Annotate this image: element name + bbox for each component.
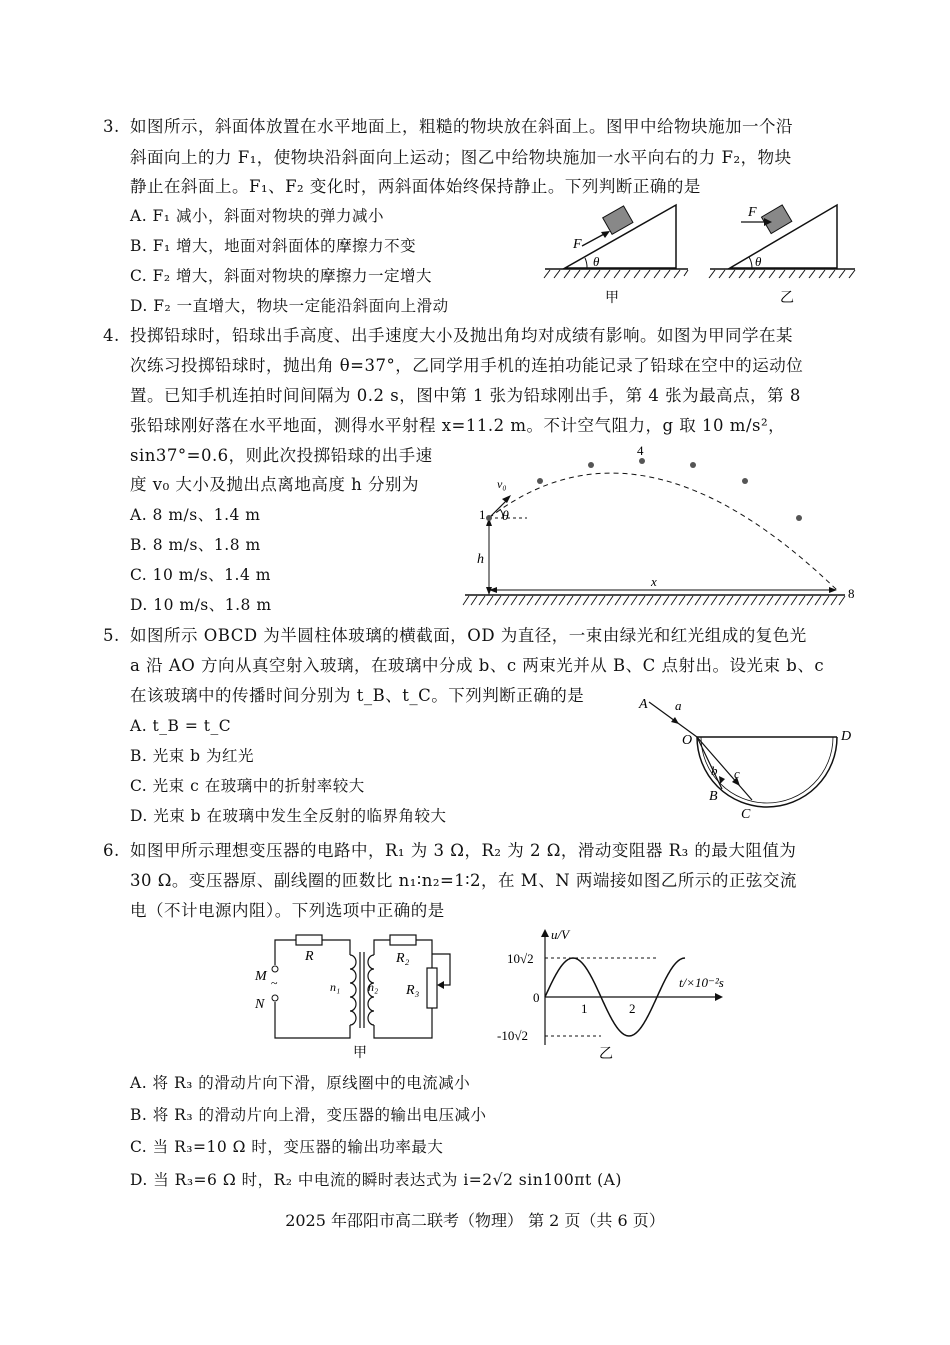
stem-line: 30 Ω。变压器原、副线圈的匝数比 n₁∶n₂=1∶2，在 M、N 两端接如图乙所示的正弦交流 <box>130 871 797 890</box>
option-a[interactable]: A. 将 R₃ 的滑动片向下滑，原线圈中的电流减小 <box>130 1074 471 1092</box>
svg-text:~: ~ <box>271 976 278 990</box>
semicircle-glass-figure <box>635 690 865 825</box>
figure-caption: 乙 <box>780 291 794 306</box>
voltage-sine-graph <box>495 925 770 1065</box>
coil-n1-label: n₁ <box>330 980 341 994</box>
angle-label: θ <box>593 254 600 269</box>
page-footer: 2025 年邵阳市高二联考（物理） 第 2 页（共 6 页） <box>285 1211 665 1230</box>
question-number: 4. <box>103 326 120 345</box>
ball-position <box>690 462 696 468</box>
origin-label: 0 <box>533 990 540 1005</box>
option-c[interactable]: C. F₂ 增大，斜面对物块的摩擦力一定增大 <box>130 267 433 285</box>
option-a[interactable]: A. F₁ 减小，斜面对物块的弹力减小 <box>130 207 384 225</box>
stem-line: 在该玻璃中的传播时间分别为 t_B、t_C。下列判断正确的是 <box>130 686 585 705</box>
projectile-figure <box>465 440 865 615</box>
terminal-M: M <box>255 969 267 984</box>
point-label-B: B <box>709 789 718 804</box>
tick-label-2: 2 <box>629 1001 636 1016</box>
ball-position <box>796 515 802 521</box>
option-d[interactable]: D. 10 m/s、1.8 m <box>130 596 272 614</box>
stem-line: 电（不计电源内阻）。下列选项中正确的是 <box>130 901 445 920</box>
stem-line: 次练习投掷铅球时，抛出角 θ=37°，乙同学用手机的连拍功能记录了铅球在空中的运动位 <box>130 356 804 375</box>
ball-position <box>639 458 645 464</box>
height-label: h <box>477 552 484 567</box>
incline-figure-b <box>705 200 860 310</box>
point-label-O: O <box>682 733 693 748</box>
stem-line: 度 v₀ 大小及抛出点离地高度 h 分别为 <box>130 475 420 494</box>
stem-line: 如图甲所示理想变压器的电路中，R₁ 为 3 Ω，R₂ 为 2 Ω，滑动变阻器 R₃ 的最大阻值为 <box>130 841 797 860</box>
question-number: 5. <box>103 626 120 645</box>
velocity-label: v₀ <box>497 477 507 491</box>
option-d[interactable]: D. 光束 b 在玻璃中发生全反射的临界角较大 <box>130 807 447 825</box>
angle-label: θ <box>502 509 509 524</box>
beam-label-b: b <box>711 763 718 778</box>
point-label-D: D <box>841 729 852 744</box>
point-label-A: A <box>639 697 648 712</box>
range-label: x <box>651 574 657 589</box>
stem-line: 投掷铅球时，铅球出手高度、出手速度大小及抛出角均对成绩有影响。如图为甲同学在某 <box>130 326 793 345</box>
option-c[interactable]: C. 光束 c 在玻璃中的折射率较大 <box>130 777 365 795</box>
beam-label-c: c <box>734 766 740 781</box>
incline-figure-a <box>540 200 690 310</box>
option-b[interactable]: B. 8 m/s、1.8 m <box>130 536 261 554</box>
ball-position <box>742 478 748 484</box>
angle-label: θ <box>755 254 762 269</box>
figure-caption: 甲 <box>605 291 619 306</box>
option-b[interactable]: B. 将 R₃ 的滑动片向上滑，变压器的输出电压减小 <box>130 1106 487 1124</box>
resistor-R3-label: R₃ <box>406 983 420 998</box>
y-axis-label: u/V <box>551 927 570 942</box>
option-b[interactable]: B. 光束 b 为红光 <box>130 747 255 765</box>
force-label: F <box>748 205 757 220</box>
option-a[interactable]: A. t_B = t_C <box>130 717 232 735</box>
stem-line: 如图所示，斜面体放置在水平地面上，粗糙的物块放在斜面上。图甲中给物块施加一个沿 <box>130 117 793 136</box>
ball-position <box>588 462 594 468</box>
figure-caption: 甲 <box>353 1046 367 1061</box>
force-label: F <box>573 237 582 252</box>
stem-line: 静止在斜面上。F₁、F₂ 变化时，两斜面体始终保持静止。下列判断正确的是 <box>130 177 701 196</box>
resistor-R2-label: R₂ <box>396 951 410 966</box>
stem-line: 张铅球刚好落在水平地面，测得水平射程 x=11.2 m。不计空气阻力，g 取 10 m/s²， <box>130 416 786 435</box>
option-c[interactable]: C. 当 R₃=10 Ω 时，变压器的输出功率最大 <box>130 1138 444 1156</box>
terminal-N: N <box>255 997 265 1012</box>
stem-line: sin37°=0.6，则此次投掷铅球的出手速 <box>130 446 433 465</box>
option-d[interactable]: D. F₂ 一直增大，物块一定能沿斜面向上滑动 <box>130 297 449 315</box>
stem-line: 斜面向上的力 F₁，使物块沿斜面向上运动；图乙中给物块施加一水平向右的力 F₂，物块 <box>130 148 792 167</box>
tick-label-1: 1 <box>581 1001 588 1016</box>
option-a[interactable]: A. 8 m/s、1.4 m <box>130 506 261 524</box>
question-number: 3. <box>103 117 120 136</box>
transformer-circuit <box>250 930 465 1065</box>
y-min-label: -10√2 <box>497 1028 528 1043</box>
position-label-1: 1 <box>479 507 486 522</box>
y-max-label: 10√2 <box>507 951 534 966</box>
ball-position <box>486 515 492 521</box>
figure-caption: 乙 <box>599 1047 613 1062</box>
stem-line: 置。已知手机连拍时间间隔为 0.2 s，图中第 1 张为铅球刚出手，第 4 张为最高点，第 8 <box>130 386 801 405</box>
position-label-4: 4 <box>637 443 644 458</box>
option-d[interactable]: D. 当 R₃=6 Ω 时，R₂ 中电流的瞬时表达式为 i=2√2 sin100πt (A) <box>130 1171 622 1189</box>
option-b[interactable]: B. F₁ 增大，地面对斜面体的摩擦力不变 <box>130 237 417 255</box>
coil-n2-label: n₂ <box>368 980 379 994</box>
stem-line: 如图所示 OBCD 为半圆柱体玻璃的横截面，OD 为直径，一束由绿光和红光组成的复色光 <box>130 626 807 645</box>
question-number: 6. <box>103 841 120 860</box>
beam-label-a: a <box>675 698 682 713</box>
ball-position <box>537 478 543 484</box>
stem-line: a 沿 AO 方向从真空射入玻璃，在玻璃中分成 b、c 两束光并从 B、C 点射出。设光束 b、c <box>130 656 825 675</box>
point-label-C: C <box>741 807 751 822</box>
option-c[interactable]: C. 10 m/s、1.4 m <box>130 566 271 584</box>
x-axis-label: t/×10⁻²s <box>679 975 724 990</box>
position-label-8: 8 <box>848 586 855 601</box>
resistor-R-label: R <box>305 949 314 964</box>
